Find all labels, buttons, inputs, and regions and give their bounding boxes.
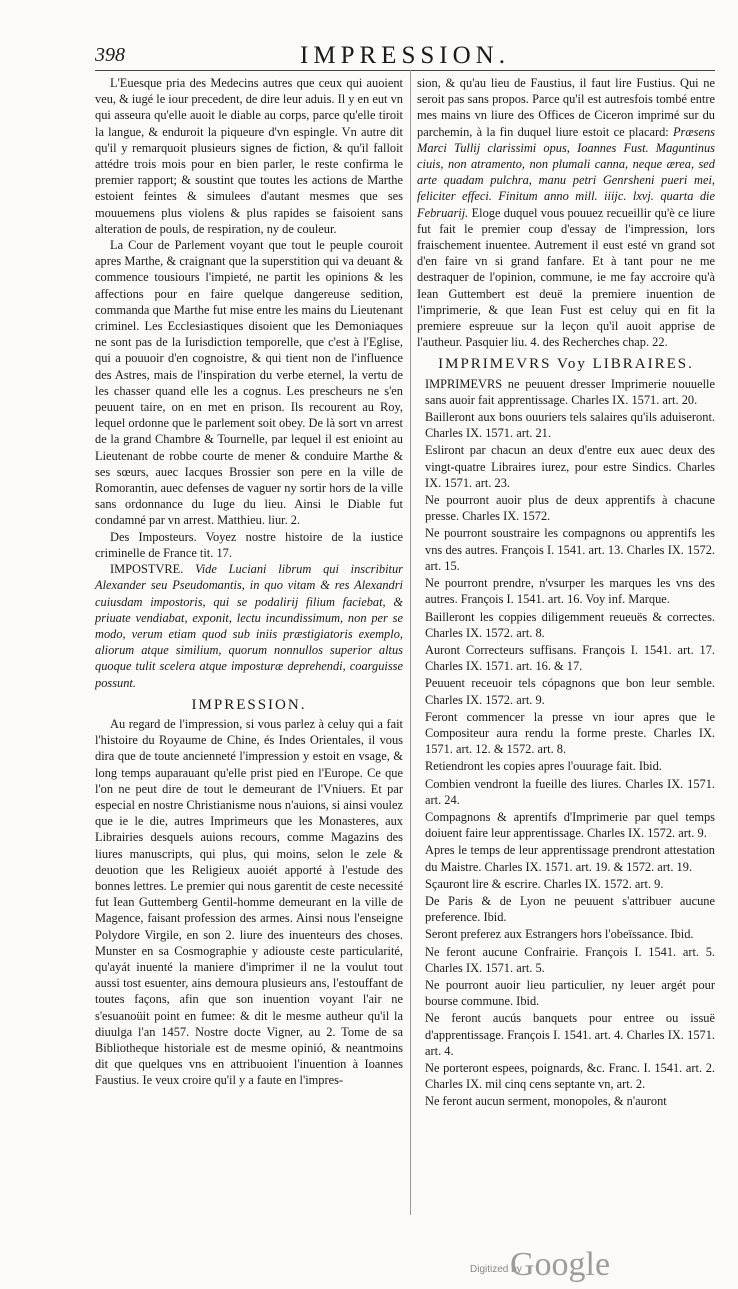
google-logo: Google bbox=[510, 1246, 611, 1283]
entry-list bbox=[417, 376, 715, 1110]
latin-quote: Vide Luciani librum qui inscribitur Alexander seu Pseudomantis, in quo vitam & res Alexandri cuiusdam impostoris, qui se podalirij filium faciebat, & priuate vendiabat, exponit, lectu incundissimum, non per se modo, verum etiam quod sub iniis præstigiatoris exemplo, aliorum atque similium, quorum nonnullos superior altus quoque tulit scelera atque imposturæ deprehendi, coarguisse possunt. bbox=[95, 562, 403, 690]
list-item: De Paris & de Lyon ne peuuent s'attribuer aucune preference. Ibid. bbox=[425, 893, 715, 925]
list-item: Feront commencer la presse vn iour apres que le Compositeur aura rendu la forme preste. Charles IX. 1571. art. 12. & 1572. art. 8. bbox=[425, 709, 715, 757]
list-item: Ne feront aucune Confrairie. François I. 1541. art. 5. Charles IX. 1571. art. 5. bbox=[425, 944, 715, 975]
section-title: IMPRESSION. bbox=[191, 696, 307, 713]
paragraph-imposture bbox=[95, 561, 403, 691]
list-item: Bailleront aux bons ouuriers tels salaires qu'ils aduiseront. Charles IX. 1571. art. 21. bbox=[425, 410, 715, 441]
paragraph: Des Imposteurs. Voyez nostre histoire de la iustice criminelle de France tit. 17. bbox=[95, 529, 403, 560]
list-item: Compagnons & aprentifs d'Imprimerie par quel temps doiuent faire leur apprentissage. Charles IX. 1572. art. 9. bbox=[425, 809, 715, 841]
text-span: Eloge duquel vous pouuez recueillir qu'è ce liure fut fait le premier coup d'essay de l'impression, lors fraischement inuentee. Autrement il eust esté vn grand sot d'en faire vn si grand fanfare. Et à tant pour ne me destraquer de l'opinion, commune, ie me fay accroire qu'à Iean Guttembert est deuë la premiere inuention de l'imprimerie, & que Iean Fust est celuy qui en fit la premiere espreuue sur la leçon qu'il auoit apprise de l'autheur. Pasquier liu. 4. des Recherches chap. 22. bbox=[417, 205, 715, 350]
paragraph: L'Euesque pria des Medecins autres que ceux qui auoient veu, & iugé le iour precedent, de dire leur aduis. Il y en eut vn qui asseura qu'elle auoit le diable au corps, parce qu'elle tiroit la langue, & enduroit la piqueure d'vn espingle. Vn autre dit qu'il y remarquoit plusieurs signes de fiction, & qu'il falloit attédre trois mois pour en bien parler, le reste confirma le premier rapport; & soustint que toutes les actions de Marthe estoient feintes & simulees d'autant mesmes que ses mouuemens plus violens & plus rapides se faisoient sans alteration de pouls, de respiration, ny de couleur. bbox=[95, 76, 403, 236]
list-item: Retiendront les copies apres l'ouurage fait. Ibid. bbox=[425, 759, 662, 774]
list-item: Ne pourront auoir lieu particulier, ny leuer argét pour bourse commune. Ibid. bbox=[425, 977, 715, 1009]
list-item: Ne porteront espees, poignards, &c. Franc. I. 1541. art. 2. Charles IX. mil cinq cens septante vn, art. 2. bbox=[425, 1060, 715, 1092]
paragraph: La Cour de Parlement voyant que tout le peuple couroit apres Marthe, & craignant que la superstition qui va deuant & commence tousiours l'impieté, ne partit les opinions & les affections pour en faire quelque dangereuse sedition, commanda que Marthe fut mise entre les mains du Lieutenant criminel. Les Ecclesiastiques disoient que les Demoniaques ne sont pas de la Iurisdiction temporelle, que c'est à l'Eglise, qui a pouuoir d'en cognoistre, & qui tient non de l'influence des Astres, mais de l'inspiration du verbe eternel, la vertu de les chasser quand elle les a cognus. Les prescheurs ne s'en peuuent taire, on en met en prison. Ils recourent au Roy, lequel ordonne que le parlement soit obey. De là sort vn arrest de la grand Chambre & Tournelle, par lequel il est enioint au Lieutenant de robbe courte de mener & conduire Marthe & ses sœurs, auec Iacques Brossier son pere en la ville de Romorantin, auec defenses de vaguer ny sortir hors de la ville sans ordonnance du Iuge du lieu. Ainsi le Diable fut condamné par vn arrest. Matthieu. liur. 2. bbox=[95, 238, 403, 528]
list-item: Ne pourront auoir plus de deux apprentifs à chacune presse. Charles IX. 1572. bbox=[425, 493, 715, 524]
list-item: Ne feront aucús banquets pour entree ou issuë d'apprentissage. François I. 1541. art. 4. Charles IX. 1571. art. 4. bbox=[425, 1011, 715, 1058]
page-header bbox=[95, 42, 715, 70]
list-item: Esliront par chacun an deux d'entre eux auec deux des vingt-quatre Libraires iurez, pour estre Sindics. Charles IX. 1571. art. 23. bbox=[425, 443, 715, 490]
list-item: Peuuent receuoir tels cópagnons que bon leur semble. Charles IX. 1572. art. 9. bbox=[425, 676, 715, 707]
list-item: Ne pourront soustraire les compagnons ou apprentifs les vns des autres. François I. 1541. art. 13. Charles IX. 1572. art. 15. bbox=[425, 526, 715, 573]
list-item: Auront Correcteurs suffisans. François I. 1541. art. 17. Charles IX. 1571. art. 16. & 17. bbox=[425, 642, 715, 674]
list-item: IMPRIMEVRS ne peuuent dresser Imprimerie nouuelle sans auoir fait apprentissage. Charles IX. 1571. art. 20. bbox=[425, 376, 715, 407]
column-divider bbox=[410, 70, 411, 1215]
list-item: Apres le temps de leur apprentissage prendront attestation du Maistre. Charles IX. 1571. art. 19. & 1572. art. 19. bbox=[425, 843, 715, 874]
list-item: Seront preferez aux Estrangers hors l'obeïssance. Ibid. bbox=[425, 927, 694, 942]
page-number: 398 bbox=[95, 44, 125, 66]
paragraph: Au regard de l'impression, si vous parlez à celuy qui a fait l'histoire du Royaume de Chine, és Indes Orientales, il vous dira que de toute ancienneté l'impression y estoit en vsage, & long temps auparauant qu'elle prist pied en l'Europe. Ce que l'on ne peut dire de tout le demeurant de l'Vniuers. Et par especial en nostre Christianisme nous n'auions, si ainsi voulez que ie le die, autres Imprimeurs que les Monasteres, aux Librairies desquels auions recours, comme Magazins des liures manuscripts, qui plus, qui moins, selon le zele & deuotion que les Religieux auoiét apporté à l'estude des bonnes lettres. Le premier qui nous garentit de ceste necessité fut Iean Guttemberg Gentil-homme demeurant en la ville de Magence, faisant profession des armes. Ainsi nous l'enseigne Polydore Virgile, en son 2. liure des inuenteurs des choses. Munster en sa Cosmographie y adiouste ceste particularité, qu'ayát inuenté la maniere d'imprimer il ne la voulut tout aussi tost esuenter, ains demoura plusieurs ans, l'estouffant de toutes façons, afin que son inuention voyant l'air ne s'esuanoüit point en fumee: & dit le mesme autheur qu'il la diuulga l'an 1457. Nostre docte Vigner, au 2. Tome de sa Bibliotheque historiale est de mesme opinió, & neantmoins dit que quelques vns en attribuoient l'inuention à Ioannes Faustius. Ie veux croire qu'il y a faute en l'impres- bbox=[95, 716, 403, 1088]
section-title: IMPRIMEVRS Voy LIBRAIRES. bbox=[438, 356, 694, 373]
text-span: sion, & qu'au lieu de Faustius, il faut lire Fustius. Qui ne seroit pas sans propos. Parce qu'il est autresfois tombé entre mes mains vn liure des Offices de Ciceron imprimé sur du parchemin, à la fin duquel liure estoit ce placard: bbox=[417, 76, 715, 139]
imposture-label: IMPOSTVRE. bbox=[110, 562, 184, 577]
paragraph-continued bbox=[417, 75, 715, 350]
list-item: Sçauront lire & escrire. Charles IX. 1572. art. 9. bbox=[425, 876, 664, 891]
header-rule bbox=[95, 70, 715, 71]
digitized-by-text: Digitized by bbox=[470, 1264, 522, 1275]
list-item: Bailleront les coppies diligemment reueuës & correctes. Charles IX. 1572. art. 8. bbox=[425, 609, 715, 640]
running-title: IMPRESSION. bbox=[300, 42, 510, 69]
digitization-watermark bbox=[470, 1244, 610, 1284]
list-item: Combien vendront la fueille des liures. Charles IX. 1571. art. 24. bbox=[425, 776, 715, 807]
list-item: Ne feront aucun serment, monopoles, & n'auront bbox=[425, 1094, 667, 1109]
left-column bbox=[95, 75, 403, 1089]
list-item: Ne pourront prendre, n'vsurper les marques les vns des autres. François I. 1541. art. 16. Voy inf. Marque. bbox=[425, 576, 715, 607]
right-column bbox=[417, 75, 715, 1111]
colophon-quote: Præsens Marci Tullij clarissimi opus, Ioannes Fust. Maguntinus ciuis, non atramento, non plumali canna, neque ærea, sed arte quadam pulchra, manu petri Genrsheni pueri mei, feliciter effeci. Finitum anno mill. iiijc. lxvj. quarta die Februarij. bbox=[417, 124, 715, 220]
